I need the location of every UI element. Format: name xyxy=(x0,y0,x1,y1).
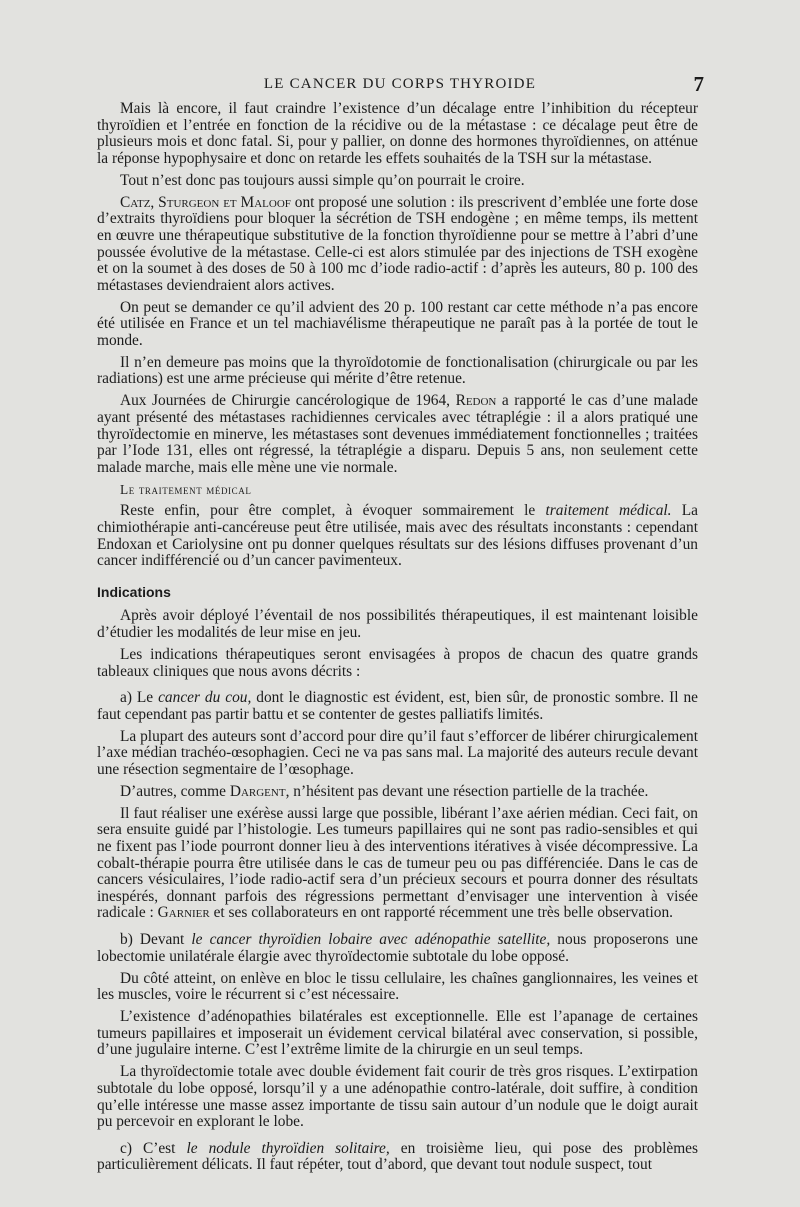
paragraph: La thyroïdectomie totale avec double évidement fait courir de très gros risques. L’extirpation subtotale du lobe opposé, lorsqu’il y a une adénopathie contro-latérale, doit suffire, à condition qu’elle intéresse une masse assez importante de tissu sain autour d’un nodule que le doigt aurait pu percevoir en explorant le lobe. xyxy=(97,1063,698,1131)
list-item-b: b) Devant le cancer thyroïdien lobaire avec adénopathie satellite, nous proposerons une lobectomie unilatérale élargie avec thyroïdectomie subtotale du lobe opposé. xyxy=(97,931,698,965)
paragraph: La plupart des auteurs sont d’accord pour dire qu’il faut s’efforcer de libérer chirurgicalement l’axe médian trachéo-œsophagien. Ceci ne va pas sans mal. La majorité des auteurs recule devant une résection segmentaire de l’œsophage. xyxy=(97,727,698,778)
list-item-a: a) Le cancer du cou, dont le diagnostic est évident, est, bien sûr, de pronostic sombre. Il ne faut cependant pas partir battu et se contenter de gestes palliatifs limités. xyxy=(97,689,698,723)
section-heading-indications: Indications xyxy=(97,583,171,600)
author-name: Dargent xyxy=(229,782,286,800)
body-text xyxy=(97,101,698,1179)
page-number: 7 xyxy=(693,72,704,96)
paragraph: Il faut réaliser une exérèse aussi large que possible, libérant l’axe aérien médian. Ceci fait, on sera ensuite guidé par l’histologie. Les tumeurs papillaires qui ne sont pas radio-sensibles et qui ne fixent pas l’iode pourront donner lieu à des interventions itératives à visée décompressive. La cobalt-thérapie pourra être utilisée dans le cas de tumeur peu ou pas différenciée. Dans le cas de cancers vésiculaires, l’iode radio-actif sera d’un précieux secours et pourra donner des résultats inespérés, donnant parfois des régressions permettant d’envisager une intervention à visée radicale : Garnier et ses collaborateurs en ont rapporté récemment une très belle observation. xyxy=(97,804,698,922)
list-item-c: c) C’est le nodule thyroïdien solitaire, en troisième lieu, qui pose des problèmes particulièrement délicats. Il faut répéter, tout d’abord, que devant tout nodule suspect, tout xyxy=(97,1139,698,1174)
author-names: Catz, Sturgeon et Maloof xyxy=(120,193,291,211)
paragraph: Il n’en demeure pas moins que la thyroïdotomie de fonctionalisation (chirurgicale ou par les radiations) est une arme précieuse qui mérite d’être retenue. xyxy=(97,353,698,388)
paragraph: On peut se demander ce qu’il advient des 20 p. 100 restant car cette méthode n’a pas encore été utilisée en France et un tel machiavélisme thérapeutique ne paraît pas à la portée de tout le monde. xyxy=(97,298,698,349)
paragraph: Reste enfin, pour être complet, à évoquer sommairement le traitement médical. La chimiothérapie anti-cancéreuse peut être utilisée, mais avec des résultats inconstants : cependant Endoxan et Cariolysine ont pu donner quelques résultats sur des lésions diffuses provenant d’un cancer indifférencié ou d’un cancer pavimenteux. xyxy=(97,502,698,570)
paragraph: Les indications thérapeutiques seront envisagées à propos de chacun des quatre grands tableaux cliniques que nous avons décrits : xyxy=(97,645,698,680)
paragraph: L’existence d’adénopathies bilatérales est exceptionnelle. Elle est l’apanage de certaines tumeurs papillaires et imposerait un évidement cervical bilatéral avec conservation, si possible, d’une jugulaire interne. C’est l’extrême limite de la chirurgie en un seul temps. xyxy=(97,1008,698,1059)
section-heading-traitement-medical: Le traitement médical xyxy=(120,481,252,497)
paragraph: Aux Journées de Chirurgie cancérologique de 1964, Redon a rapporté le cas d’une malade ayant présenté des métastases rachidiennes cervicales avec tétraplégie : il a alors pratiqué une thyroïdectomie en minerve, les métastases sont devenues immédiatement fonctionnelles ; traitées par l’Iode 131, elles ont régressé, la tétraplégie a disparu. Depuis 5 ans, non seulement cette malade marche, mais elle mène une vie normale. xyxy=(97,392,698,476)
paragraph: Après avoir déployé l’éventail de nos possibilités thérapeutiques, il est maintenant loisible d’étudier les modalités de leur mise en jeu. xyxy=(97,607,698,641)
author-name: Redon xyxy=(455,392,497,410)
page-header xyxy=(96,73,704,97)
paragraph: Du côté atteint, on enlève en bloc le tissu cellulaire, les chaînes ganglionnaires, les veines et les muscles, voire le récurrent si c’est nécessaire. xyxy=(97,969,698,1004)
paragraph: Tout n’est donc pas toujours aussi simple qu’on pourrait le croire. xyxy=(120,171,525,189)
paragraph: Mais là encore, il faut craindre l’existence d’un décalage entre l’inhibition du récepteur thyroïdien et l’entrée en fonction de la récidive ou de la métastase : ce décalage peut être de plusieurs mois et donc fatal. Si, pour y pallier, on donne des hormones thyroïdiennes, on atténue la réponse hypophysaire et donc on retarde les effets souhaités de la TSH sur la métastase. xyxy=(97,100,698,167)
author-name: Garnier xyxy=(157,904,210,922)
running-title: LE CANCER DU CORPS THYROIDE xyxy=(263,76,537,92)
paragraph: D’autres, comme Dargent, n’hésitent pas devant une résection partielle de la trachée. xyxy=(120,782,649,800)
paragraph: Catz, Sturgeon et Maloof ont proposé une solution : ils prescrivent d’emblée une forte dose d’extraits thyroïdiens pour bloquer la sécrétion de TSH endogène ; en même temps, ils mettent en œuvre une thérapeutique substitutive de la fonction thyroïdienne pour se mettre à l’abri d’une poussée évolutive de la métastase. Celle-ci est alors stimulée par des injections de TSH exogène et on la soumet à des doses de 50 à 100 mc d’iode radio-actif : d’après les auteurs, 80 p. 100 des métastases deviendraient alors actives. xyxy=(97,193,698,294)
